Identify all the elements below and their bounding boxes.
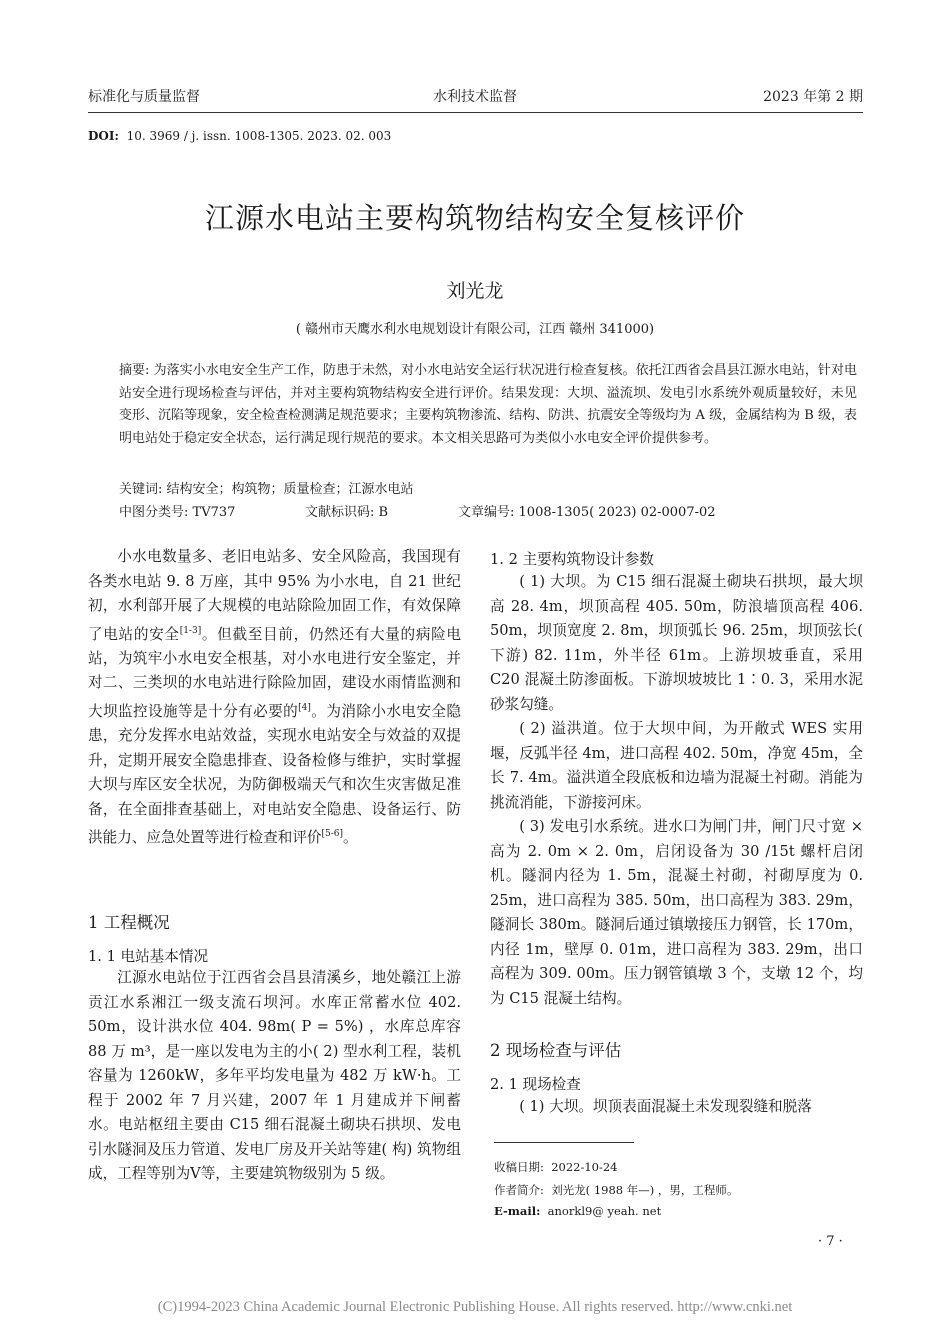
paper-title: 江源水电站主要构筑物结构安全复核评价	[204, 201, 745, 235]
inspection-paragraph: ( 1) 大坝。坝顶表面混凝土未发现裂缝和脱落	[519, 1098, 812, 1115]
journal-issue: 2023 年第 2 期	[763, 89, 863, 105]
received-date: 收稿日期: 2022-10-24	[494, 1160, 618, 1174]
author-affiliation: ( 赣州市天鹰水利水电规划设计有限公司，江西 赣州 341000)	[295, 322, 655, 337]
journal-section-label: 标准化与质量监督	[88, 89, 200, 105]
keywords-label: 关键词:	[119, 482, 163, 497]
keywords	[119, 478, 414, 497]
clc-value: TV737	[192, 505, 236, 520]
section-2-1-heading: 2. 1 现场检查	[490, 1076, 581, 1093]
abstract	[119, 360, 857, 450]
spillway-paragraph: ( 2) 溢洪道。位于大坝中间，为开敞式 WES 实用堰，反弧半径 4m，进口高程 402. 50m，净宽 45m，全长 7. 4m。溢洪道全段底板和边墙为混凝土衬砌。消能为挑流消能，下游接河床。	[490, 720, 863, 811]
clc-number	[119, 501, 235, 520]
doc-code-label: 文献标识码:	[305, 505, 375, 520]
footnote-rule	[494, 1142, 634, 1143]
document-code	[305, 501, 388, 520]
author-email: E-mail: anorkl9@ yeah. net	[494, 1204, 662, 1218]
water-diversion-paragraph: ( 3) 发电引水系统。进水口为闸门井，闸门尺寸宽 × 高为 2. 0m × 2. 0m，启闭设备为 30 /15t 螺杆启闭机。隧洞内径为 1. 5m，混凝土衬砌，衬砌厚度为 0. 25m，进口高程为 385. 50m，出口高程为 383. 29m，隧洞长 380m。隧洞后通过镇墩接压力钢管，长 170m，内径 1m，壁厚 0. 01m，进口高程为 383. 29m，出口高程为 309. 00m。压力钢管镇墩 3 个，支墩 12 个，均为 C15 混凝土结构。	[490, 818, 863, 1007]
section-1-1-body	[88, 966, 461, 1187]
intro-paragraph: 小水电数量多、老旧电站多、安全风险高，我国现有各类水电站 9. 8 万座，其中 95% 为小水电，自 21 世纪初，水利部开展了大规模的电站除险加固工作，有效保障了电站的安全[1-3]。但截至目前，仍然还有大量的病险电站，为筑牢小水电安全根基，对小水电进行安全鉴定，并对二、三类坝的水电站进行除险加固，建设水雨情监测和大坝监控设施等是十分有必要的[4]。为消除小水电安全隐患，充分发挥水电站效益，实现水电站安全与效益的双提升，定期开展安全隐患排查、设备检修与维护，实时掌握大坝与库区安全状况，为防御极端天气和次生灾害做足准备，在全面排查基础上，对电站安全隐患、设备运行、防洪能力、应急处置等进行检查和评价[5-6]。	[88, 548, 461, 847]
citation-ref: [4]	[298, 702, 311, 713]
section-1-1-heading: 1. 1 电站基本情况	[88, 948, 209, 965]
doi-label: DOI	[88, 129, 115, 143]
citation-ref: [5-6]	[321, 829, 344, 840]
journal-name: 水利技术监督	[433, 89, 517, 105]
header-rule	[88, 112, 863, 113]
copyright-notice: (C)1994-2023 China Academic Journal Electronic Publishing House. All rights reserved. http://www.cnki.net	[157, 1299, 793, 1315]
page-number: · 7 ·	[818, 1234, 843, 1249]
section-1-heading: 1 工程概况	[88, 913, 170, 932]
section-1-1-paragraph: 江源水电站位于江西省会昌县清溪乡，地处赣江上游贡江水系湘江一级支流石坝河。水库正常蓄水位 402. 50m，设计洪水位 404. 98m( P = 5%) ，水库总库容 88 万 m³，是一座以发电为主的小( 2) 型水利工程，装机容量为 1260kW，多年平均发电量为 482 万 kW·h。工程于 2002 年 7 月兴建，2007 年 1 月建成并下闸蓄水。电站枢纽主要由 C15 细石混凝土砌块石拱坝、发电引水隧洞及压力管道、发电厂房及开关站等建( 构) 筑物组成，工程等别为Ⅴ等，主要建筑物级别为 5 级。	[88, 969, 461, 1182]
author-name: 刘光龙	[446, 280, 504, 302]
right-column-body	[490, 570, 863, 1011]
doi-value: 10. 3969 / j. issn. 1008-1305. 2023. 02. 003	[126, 129, 392, 143]
keywords-text: 结构安全；构筑物；质量检查；江源水电站	[166, 482, 414, 497]
citation-ref: [1-3]	[179, 625, 202, 636]
left-column	[88, 545, 461, 851]
article-number-label: 文章编号:	[458, 505, 515, 520]
abstract-label: 摘要:	[119, 363, 150, 378]
section-2-heading: 2 现场检查与评估	[490, 1041, 622, 1060]
author-bio: 作者简介: 刘光龙( 1988 年—) ，男，工程师。	[494, 1183, 739, 1197]
section-2-1-body	[490, 1095, 863, 1120]
dam-paragraph: ( 1) 大坝。为 C15 细石混凝土砌块石拱坝，最大坝高 28. 4m，坝顶高程 405. 50m，防浪墙顶高程 406. 50m，坝顶宽度 2. 8m，坝顶弧长 96. 25m，坝顶弦长( 下游) 82. 11m，外半径 61m。上游坝坡垂直，采用 C20 混凝土防渗面板。下游坝坡坡比 1∶0. 3，采用水泥砂浆勾缝。	[490, 573, 863, 713]
doc-code-value: B	[378, 505, 389, 520]
clc-label: 中图分类号:	[119, 505, 189, 520]
abstract-text: 为落实小水电安全生产工作，防患于未然，对小水电站安全运行状况进行检查复核。依托江西省会昌县江源水电站，针对电站安全进行现场检查与评估，并对主要构筑物结构安全进行评价。结果发现：大坝、溢流坝、发电引水系统外观质量较好，未见变形、沉陷等现象，安全检查检测满足规范要求；主要构筑物渗流、结构、防洪、抗震安全等级均为 A 级，金属结构为 B 级，表明电站处于稳定安全状态，运行满足现行规范的要求。本文相关思路可为类似小水电安全评价提供参考。	[119, 363, 857, 446]
section-1-2-heading: 1. 2 主要构筑物设计参数	[490, 551, 654, 568]
doi-line: DOI: 10. 3969 / j. issn. 1008-1305. 2023. 02. 003	[88, 129, 392, 143]
article-number-value: 1008-1305( 2023) 02-0007-02	[518, 505, 716, 520]
article-number	[458, 501, 716, 520]
